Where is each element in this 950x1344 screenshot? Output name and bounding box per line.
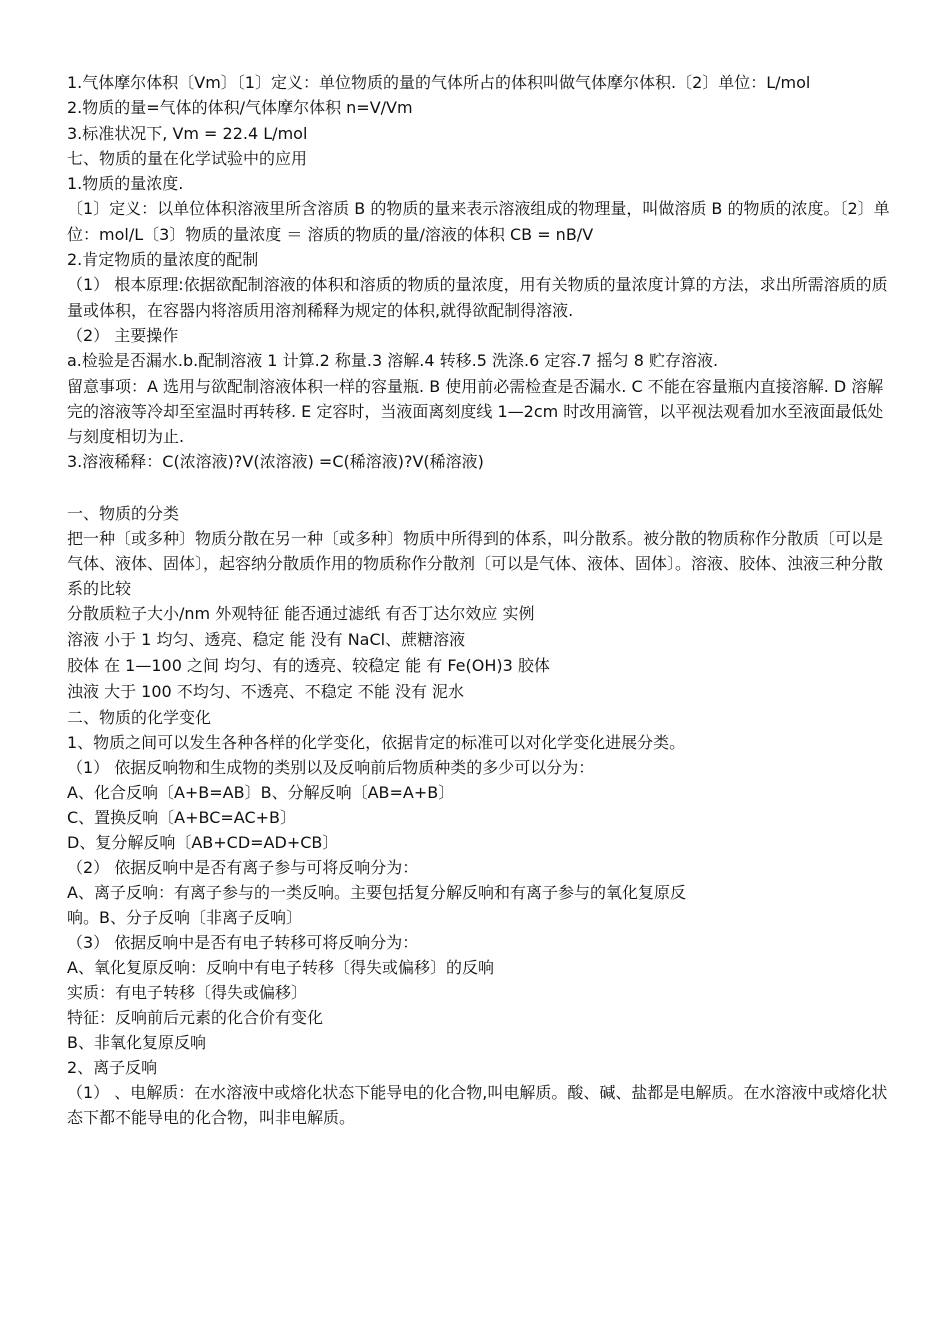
heading-molar-concentration: 1.物质的量浓度. — [67, 174, 184, 194]
paragraph-electrolyte-definition: （1） 、电解质：在水溶液中或熔化状态下能导电的化合物,叫电解质。酸、碱、盐都是电解质。在水溶液中或熔化状态下都不能导电的化合物，叫非电解质。 — [67, 1082, 888, 1127]
paragraph-molar-volume-definition: 1.气体摩尔体积〔Vm〕〔1〕定义：单位物质的量的气体所占的体积叫做气体摩尔体积.〔2〕单位：L/mol — [67, 73, 811, 92]
item-non-redox-reaction: B、非氧化复原反响 — [67, 1032, 206, 1052]
paragraph-molar-volume-formula: 2.物质的量=气体的体积/气体摩尔体积 n=V/Vm — [67, 98, 413, 118]
heading-ionic-reaction: 2、离子反响 — [67, 1057, 158, 1077]
item-combination-decomposition: A、化合反响〔A+B=AB〕B、分解反响〔AB=A+B〕 — [67, 782, 455, 802]
comparison-row-solution: 溶液 小于 1 均匀、透亮、稳定 能 没有 NaCl、蔗糖溶液 — [67, 629, 466, 649]
comparison-row-colloid: 胶体 在 1—100 之间 均匀、有的透亮、较稳定 能 有 Fe(OH)3 胶体 — [67, 655, 550, 675]
heading-classification: 一、物质的分类 — [67, 503, 180, 523]
item-redox-essence: 实质：有电子转移〔得失或偏移〕 — [67, 982, 308, 1002]
comparison-header-row: 分散质粒子大小/nm 外观特征 能否通过滤纸 有否丁达尔效应 实例 — [67, 603, 535, 623]
heading-main-operations: （2） 主要操作 — [67, 325, 179, 345]
paragraph-classify-by-electrons: （3） 依据反响中是否有电子转移可将反响分为： — [67, 932, 419, 952]
paragraph-dispersion-system: 把一种〔或多种〕物质分散在另一种〔或多种〕物质中所得到的体系，叫分散系。被分散的物质称作分散质〔可以是气体、液体、固体〕，起容纳分散质作用的物质称作分散剂〔可以是气体、液体、固体〕。溶液、胶体、浊液三种分散系的比较 — [67, 528, 884, 598]
paragraph-basic-principle: （1） 根本原理:依据欲配制溶液的体积和溶质的物质的量浓度，用有关物质的量浓度计算的方法，求出所需溶质的质量或体积，在容器内将溶质用溶剂稀释为规定的体积,就得欲配制得溶液. — [67, 275, 888, 320]
paragraph-dilution-formula: 3.溶液稀释：C(浓溶液)?V(浓溶液) =C(稀溶液)?V(稀溶液) — [67, 452, 484, 472]
heading-chemical-change: 二、物质的化学变化 — [67, 707, 212, 727]
item-double-displacement: D、复分解反响〔AB+CD=AD+CB〕 — [67, 832, 339, 852]
document-body — [67, 70, 893, 1130]
section-gas-molar-volume-and-concentration — [67, 70, 893, 475]
paragraph-classify-by-type: （1） 依据反响物和生成物的类别以及反响前后物质种类的多少可以分为： — [67, 757, 595, 777]
item-redox-feature: 特征：反响前后元素的化合价有变化 — [67, 1007, 324, 1027]
item-redox-reaction: A、氧化复原反响：反响中有电子转移〔得失或偏移〕的反响 — [67, 957, 494, 977]
item-molecular-reaction: 响。B、分子反响〔非离子反响〕 — [67, 907, 302, 927]
blank-line — [67, 475, 893, 501]
paragraph-operation-steps: a.检验是否漏水.b.配制溶液 1 计算.2 称量.3 溶解.4 转移.5 洗涤.6 定容.7 摇匀 8 贮存溶液. — [67, 351, 719, 371]
paragraph-classify-by-ions: （2） 依据反响中是否有离子参与可将反响分为： — [67, 857, 419, 877]
paragraph-change-classification: 1、物质之间可以发生各种各样的化学变化，依据肯定的标准可以对化学变化进展分类。 — [67, 732, 686, 752]
heading-section-seven: 七、物质的量在化学试验中的应用 — [67, 148, 308, 168]
item-ionic-reaction: A、离子反响：有离子参与的一类反响。主要包括复分解反响和有离子参与的氧化复原反 — [67, 882, 686, 902]
paragraph-standard-conditions: 3.标准状况下, Vm = 22.4 L/mol — [67, 123, 308, 143]
heading-solution-preparation: 2.肯定物质的量浓度的配制 — [67, 250, 259, 270]
paragraph-precautions: 留意事项：A 选用与欲配制溶液体积一样的容量瓶. B 使用前必需检查是否漏水. C 不能在容量瓶内直接溶解. D 溶解完的溶液等冷却至室温时再转移. E 定容时，当液面离刻度线 1—2cm 时改用滴管，以平视法观看加水至液面最低处与刻度相切为止. — [67, 376, 884, 447]
item-displacement: C、置换反响〔A+BC=AC+B〕 — [67, 807, 297, 827]
section-classification-and-reactions — [67, 501, 893, 1130]
comparison-row-suspension: 浊液 大于 100 不均匀、不透亮、不稳定 不能 没有 泥水 — [67, 681, 465, 701]
paragraph-concentration-definition: 〔1〕定义：以单位体积溶液里所含溶质 B 的物质的量来表示溶液组成的物理量，叫做溶质 B 的物质的浓度。〔2〕单位：mol/L〔3〕物质的量浓度 ＝ 溶质的物质的量/溶液的体积 CB = nB/V — [67, 199, 890, 244]
